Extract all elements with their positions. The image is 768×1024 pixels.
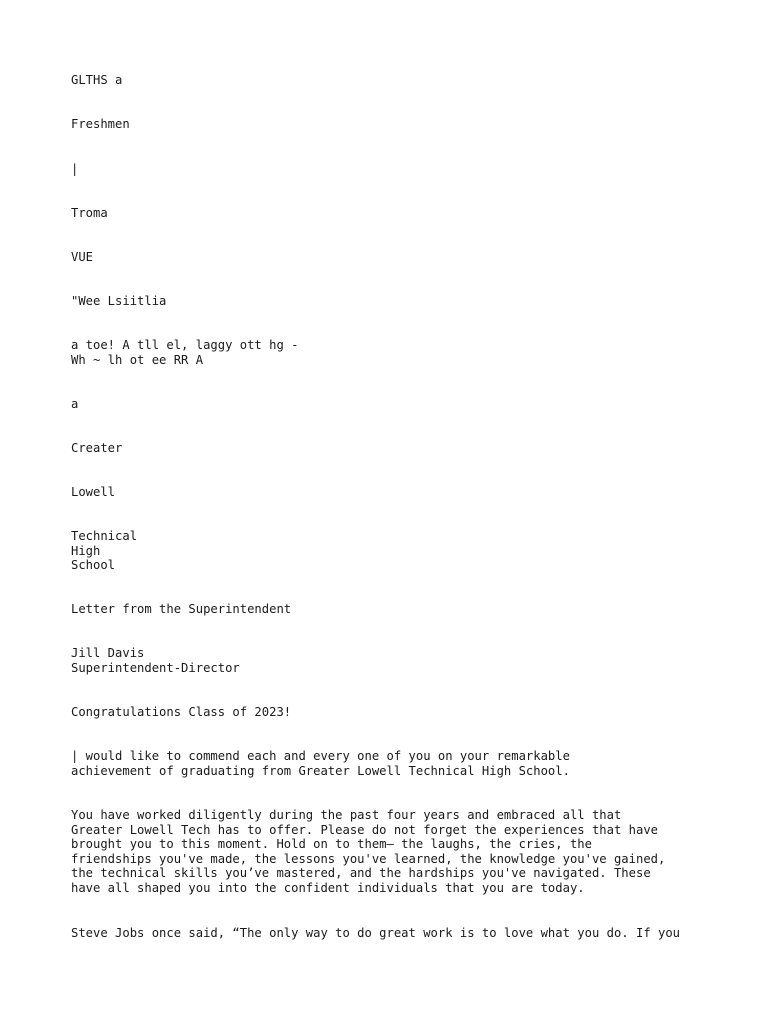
ocr-line-garbled: a toe! A tll el, laggy ott hg - Wh ~ lh ot ee RR A xyxy=(71,338,299,367)
ocr-line-wee: "Wee Lsiitlia xyxy=(71,294,167,308)
letter-heading: Letter from the Superintendent xyxy=(71,602,292,616)
ocr-line-pipe: | xyxy=(71,162,79,176)
signer-block: Jill Davis Superintendent-Director xyxy=(71,646,240,675)
ocr-line-a: a xyxy=(71,397,79,411)
ocr-line-glths: GLTHS a xyxy=(71,73,123,87)
ocr-line-creater: Creater xyxy=(71,441,123,455)
paragraph-steve-jobs: Steve Jobs once said, “The only way to do great work is to love what you do. If you xyxy=(71,926,681,940)
ocr-line-freshmen: Freshmen xyxy=(71,117,130,131)
greeting: Congratulations Class of 2023! xyxy=(71,705,292,719)
ocr-line-lowell: Lowell xyxy=(71,485,116,499)
paragraph-commend: | would like to commend each and every one of you on your remarkable achievement of graduating from Greater Lowell Technical High School. xyxy=(71,749,570,778)
paragraph-worked: You have worked diligently during the past four years and embraced all that Greater Lowell Tech has to offer. Please do not forget the experiences that have brought you to this moment. Hold on to them— the laughs, the cries, the friendships you've made, the lessons you've learned, the knowledge you've gained, the technical skills you’ve mastered, and the hardships you've navigated. These have all shaped you into the confident individuals that you are today. xyxy=(71,808,666,895)
ocr-line-vue: VUE xyxy=(71,250,94,264)
school-name-block: Technical High School xyxy=(71,529,138,573)
ocr-line-troma: Troma xyxy=(71,206,108,220)
